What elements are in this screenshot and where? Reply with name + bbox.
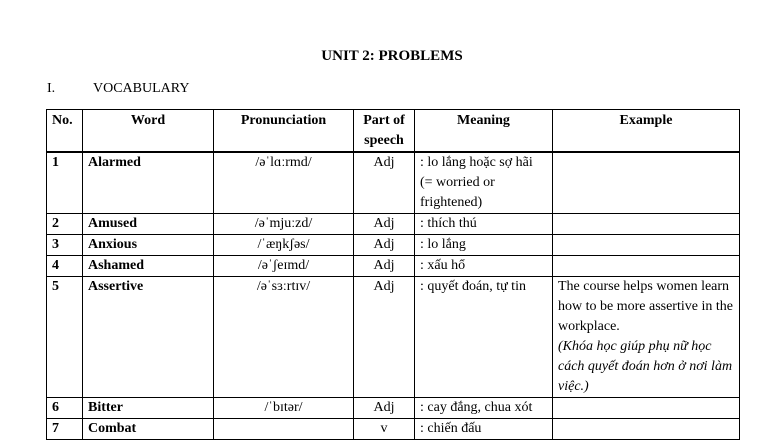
- header-no: No.: [47, 110, 83, 153]
- cell-word: Bitter: [83, 398, 214, 419]
- cell-part-of-speech: Adj: [354, 398, 415, 419]
- table-header-row: [47, 110, 740, 153]
- cell-no: 4: [47, 256, 83, 277]
- cell-word: Combat: [83, 419, 214, 440]
- cell-example: [553, 152, 740, 214]
- cell-pronunciation: /əˈʃeɪmd/: [214, 256, 354, 277]
- cell-part-of-speech: Adj: [354, 235, 415, 256]
- cell-word: Ashamed: [83, 256, 214, 277]
- cell-meaning: : lo lắng: [415, 235, 553, 256]
- cell-meaning: : xấu hổ: [415, 256, 553, 277]
- vocabulary-table: [46, 109, 740, 440]
- table-row: [47, 277, 740, 398]
- cell-part-of-speech: Adj: [354, 256, 415, 277]
- table-row: [47, 214, 740, 235]
- header-pos-line1: Part of: [363, 113, 405, 128]
- header-meaning: Meaning: [415, 110, 553, 153]
- cell-word: Alarmed: [83, 152, 214, 214]
- cell-meaning: : chiến đấu: [415, 419, 553, 440]
- table-row: [47, 419, 740, 440]
- cell-no: 3: [47, 235, 83, 256]
- cell-meaning: : quyết đoán, tự tin: [415, 277, 553, 398]
- cell-word: Anxious: [83, 235, 214, 256]
- cell-example: [553, 214, 740, 235]
- cell-pronunciation: /ˈæŋkʃəs/: [214, 235, 354, 256]
- example-vietnamese: (Khóa học giúp phụ nữ học cách quyết đoán hơn ở nơi làm việc.): [558, 339, 733, 394]
- cell-part-of-speech: Adj: [354, 214, 415, 235]
- header-pos-line2: speech: [364, 133, 404, 148]
- cell-no: 7: [47, 419, 83, 440]
- table-row: [47, 256, 740, 277]
- cell-example: [553, 419, 740, 440]
- cell-part-of-speech: Adj: [354, 152, 415, 214]
- cell-pronunciation: /ˈbɪtər/: [214, 398, 354, 419]
- cell-word: Amused: [83, 214, 214, 235]
- section-heading: [47, 80, 189, 98]
- cell-example: [553, 277, 740, 398]
- cell-example: [553, 398, 740, 419]
- header-example: Example: [553, 110, 740, 153]
- cell-part-of-speech: v: [354, 419, 415, 440]
- cell-meaning: : thích thú: [415, 214, 553, 235]
- cell-pronunciation: /əˈlɑːrmd/: [214, 152, 354, 214]
- cell-meaning: : lo lắng hoặc sợ hãi (= worried or frightened): [415, 152, 553, 214]
- table-row: [47, 152, 740, 214]
- cell-pronunciation: /əˈsɜːrtɪv/: [214, 277, 354, 398]
- cell-no: 1: [47, 152, 83, 214]
- section-label: VOCABULARY: [93, 81, 190, 96]
- table-row: [47, 235, 740, 256]
- cell-meaning: : cay đắng, chua xót: [415, 398, 553, 419]
- cell-word: Assertive: [83, 277, 214, 398]
- cell-no: 5: [47, 277, 83, 398]
- header-pronunciation: Pronunciation: [214, 110, 354, 153]
- table-row: [47, 398, 740, 419]
- header-part-of-speech: [354, 110, 415, 153]
- cell-no: 6: [47, 398, 83, 419]
- header-word: Word: [83, 110, 214, 153]
- example-english: The course helps women learn how to be more assertive in the workplace.: [558, 279, 733, 334]
- document-title: UNIT 2: PROBLEMS: [321, 48, 463, 64]
- cell-example: [553, 256, 740, 277]
- cell-no: 2: [47, 214, 83, 235]
- cell-pronunciation: /əˈmjuːzd/: [214, 214, 354, 235]
- section-number: I.: [47, 81, 56, 96]
- cell-example: [553, 235, 740, 256]
- cell-part-of-speech: Adj: [354, 277, 415, 398]
- cell-pronunciation: [214, 419, 354, 440]
